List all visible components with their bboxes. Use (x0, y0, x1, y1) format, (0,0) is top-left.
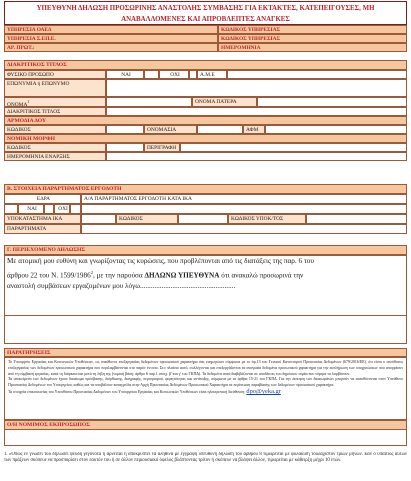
surname-label: ΕΠΩΝΥΜΙΑ ή ΕΠΩΝΥΜΟ (4, 79, 106, 97)
physical-person-yes-box[interactable] (144, 70, 159, 79)
aa-label: Α/Α ΠΑΡΑΡΤΗΜΑΤΟΣ ΕΡΓΟΔΟΤΗ ΚΑΤΑ ΙΚΑ (81, 194, 407, 204)
ame-field[interactable] (227, 70, 407, 79)
annex-field[interactable] (81, 224, 407, 234)
header-row-3-right[interactable]: ΗΜΕΡΟΜΗΝΙΑ (218, 43, 407, 52)
declaration-line-1: Με ατομική μου ευθύνη και γνωρίζοντας τις κυρώσεις, που προβλέπονται από τις διατάξεις της παρ. 6 του (7, 257, 314, 265)
name-label: ΟΝΟΜΑ$^1$ (4, 97, 106, 107)
title-label: ΔΙΑΚΡΙΤΙΚΟΣ ΤΙΤΛΟΣ (4, 107, 106, 116)
code-field[interactable] (106, 125, 144, 134)
header-row-1-left[interactable]: ΥΠΗΡΕΣΙΑ ΟΑΕΔ (4, 25, 218, 34)
legal-code-field[interactable] (106, 143, 144, 152)
code-branch-label: ΚΩΔΙΚΟΣ ΥΠΟΚ/ΤΟΣ (228, 214, 306, 224)
section-a-title: ΔΙΑΚΡΙΤΙΚΟΣ ΤΙΤΛΟΣ (4, 60, 407, 70)
declaration-line-2: άρθρου 22 του Ν. 1599/1986$^2$, με την παρούσα ΔΗΛΩΝΩ ΥΠΕΥΘΥΝΑ ότι ανακαλώ προσωρινά την (7, 270, 304, 280)
form-title: ΥΠΕΥΘΥΝΗ ΔΗΛΩΣΗ ΠΡΟΣΩΡΙΝΗΣ ΑΝΑΣΤΟΛΗΣ ΣΥΜΒΑΣΗΣ ΓΙΑ ΕΚΤΑΚΤΕΣ, ΚΑΤΕΠΕΙΓΟΥΣΕΣ, ΜΗ ΑΝΑΒΑΛΛΟΜΕΝΕΣ ΚΑΙ ΑΠΡΟΒΛΕΠΤΕΣ ΑΝΑΓΚΕΣ (4, 1, 407, 25)
seat-yes[interactable]: ΝΑΙ (18, 204, 44, 214)
declaration-extra-space[interactable] (4, 316, 407, 344)
physical-person-no[interactable]: ΟΧΙ (159, 70, 189, 79)
ame-label: Α.Μ.Ε (197, 70, 227, 79)
afm-field[interactable] (265, 125, 407, 134)
aa-field[interactable] (81, 204, 407, 214)
ika-code-label: ΚΩΔΙΚΟΣ (116, 214, 178, 224)
afm-label: ΑΦΜ (243, 125, 265, 134)
name-field[interactable] (106, 97, 192, 107)
surname-field[interactable] (106, 79, 407, 97)
seat-mid-box[interactable] (44, 204, 54, 214)
seat-no[interactable]: ΟΧΙ (54, 204, 70, 214)
signature-field[interactable] (4, 430, 407, 446)
start-date-field[interactable] (106, 152, 407, 161)
code-branch-field[interactable] (306, 214, 407, 224)
legal-description-label: ΠΕΡΙΓΡΑΦΗ (144, 143, 180, 152)
designation-field[interactable] (197, 125, 243, 134)
seat-label: ΕΔΡΑ (4, 194, 81, 204)
physical-person-no-box[interactable] (189, 70, 197, 79)
notes-title: ΠΑΡΑΤΗΡΗΣΕΙΣ (4, 348, 407, 357)
legal-description-field[interactable] (180, 143, 407, 152)
physical-person-label: ΦΥΣΙΚΟ ΠΡΟΣΩΠΟ (4, 70, 106, 79)
header-row-3-left[interactable]: ΑΡ. ΠΡΩΤ.: (4, 43, 218, 52)
ika-branch-field[interactable] (81, 214, 116, 224)
header-row-2-right[interactable]: ΚΩΔΙΚΟΣ ΥΠΗΡΕΣΙΑΣ (218, 34, 407, 43)
seat-yes-box[interactable] (4, 204, 18, 214)
activity-heading: ΑΡΜΟΔΙΑ ΔΟΥ (4, 116, 407, 125)
section-b-title: Β. ΣΤΟΙΧΕΙΑ ΠΑΡΑΡΤΗΜΑΤΟΣ ΕΡΓΟΔΟΤΗ (4, 184, 407, 194)
signature-label: Ο/Η ΝΟΜΙΜΟΣ ΕΚΠΡΟΣΩΠΟΣ (4, 420, 407, 430)
physical-person-yes[interactable]: ΝΑΙ (106, 70, 144, 79)
title-field[interactable] (106, 107, 407, 116)
dpo-email-link[interactable]: dpo@yeka.gr (246, 387, 281, 395)
notes-text-3: Τα στοιχεία επικοινωνίας του Υπευθύνου Προστασίας Δεδομένων του Υπουργείου Εργασίας και Κοινωνικών Υποθέσεων είναι ηλεκτρονική διεύθυνση: dpo@yeka.gr (8, 387, 281, 395)
header-row-1-right[interactable]: ΚΩΔΙΚΟΣ ΥΠΗΡΕΣΙΑΣ (218, 25, 407, 34)
footnote-1: 1. «Όπως εν γνώσει του δηλώσει ψευδή γεγονότα ή αρνείται ή αποκρύπτει τα αληθινά με έγγραφη υπεύθυνη δήλωση του άρθρου 8 τιμωρείται με φυλάκιση τουλάχιστον τριών μηνών. Εάν ο υπαίτιος αυτών των πράξεων σκόπευε να προσπορίσει στον εαυτόν του ή σε άλλον περιουσιακό όφελος βλάπτοντας τρίτον ή σκόπευε να βλάψει άλλον, τιμωρείται με κάθειρξη μέχρι 10 ετών. (4, 452, 407, 464)
start-date-label: ΗΜΕΡΟΜΗΝΙΑ ΕΝΑΡΞΗΣ (4, 152, 106, 161)
ika-branch-label: ΥΠΟΚΑΤΑΣΤΗΜΑ ΙΚΑ (4, 214, 81, 224)
designation-label: ΟΝΟΜΑΣΙΑ (144, 125, 197, 134)
annex-label: ΠΑΡΑΡΤΗΜΑΤΑ (4, 224, 81, 234)
notes-text-2: Τα υποκείμενα των δεδομένων έχουν δικαίωμα πρόσβασης, διόρθωσης, διαγραφής, περιορισμού, φορητότητας και αντίταξης, σύμφωνα με τα άρθρα 15-21 του ΓΚΠΔ. Για την άσκηση των δικαιωμάτων μπορούν να απευθύνονται στον Υπεύθυνο Προστασίας Δεδομένων του Υπουργείου, καθώς και να υποβάλουν καταγγελία στην Αρχή Προστασίας Δεδομένων Προσωπικού Χαρακτήρα σε περίπτωση παραβίασης των δεδομένων προσωπικού χαρακτήρα. (8, 377, 403, 388)
section-c-title: Γ. ΠΕΡΙΕΧΟΜΕΝΟ ΔΗΛΩΣΗΣ (4, 245, 407, 255)
legal-code-label: ΚΩΔΙΚΟΣ (4, 143, 106, 152)
father-label: ΟΝΟΜΑ ΠΑΤΕΡΑ (192, 97, 257, 107)
ika-code-field[interactable] (178, 214, 228, 224)
notes-box (4, 357, 407, 420)
code-label: ΚΩΔΙΚΟΣ (4, 125, 106, 134)
header-row-2-left[interactable]: ΥΠΗΡΕΣΙΑ Σ.ΕΠ.Ε. (4, 34, 218, 43)
seat-no-box[interactable] (70, 204, 81, 214)
legal-form-heading: ΝΟΜΙΚΗ ΜΟΡΦΗ (4, 134, 407, 143)
father-field[interactable] (257, 97, 407, 107)
notes-text-1: Το Υπουργείο Εργασίας και Κοινωνικών Υποθέσεων, ως υπεύθυνος επεξεργασίας δεδομένων προσωπικού χαρακτήρα σας ενημερώνει σύμφωνα με το άρ.13 του Γενικού Κανονισμού Προστασίας Δεδομένων (679/2016/ΕΕ), ότι είναι ο υπεύθυνος επεξεργασίας των δεδομένων προσωπικού χαρακτήρα που περιλαμβάνονται στο παρόν έντυπο. Στο πλαίσιο αυτό, συλλέγονται και επεξεργάζονται τα αναγκαία δεδομένα προσωπικού χαρακτήρα για την εκπλήρωση των υποχρεώσεων που απορρέουν από τη σύμβαση εργασίας, κατά τη διάρκεια και μετά τη λήξη της (νομική βάση: άρθρο 6 παρ.1 στοιχ. β' και γ' του ΓΚΠΔ). Τα δεδομένα αυτά διαβιβάζονται σε αποδέκτες του δημόσιου τομέα που νόμιμα τα λαμβάνουν. (8, 360, 403, 376)
declaration-text-box[interactable] (4, 255, 407, 316)
declaration-line-3: αναστολή συμβάσεων εργαζομένων μου λόγω..................................................... (7, 282, 236, 291)
